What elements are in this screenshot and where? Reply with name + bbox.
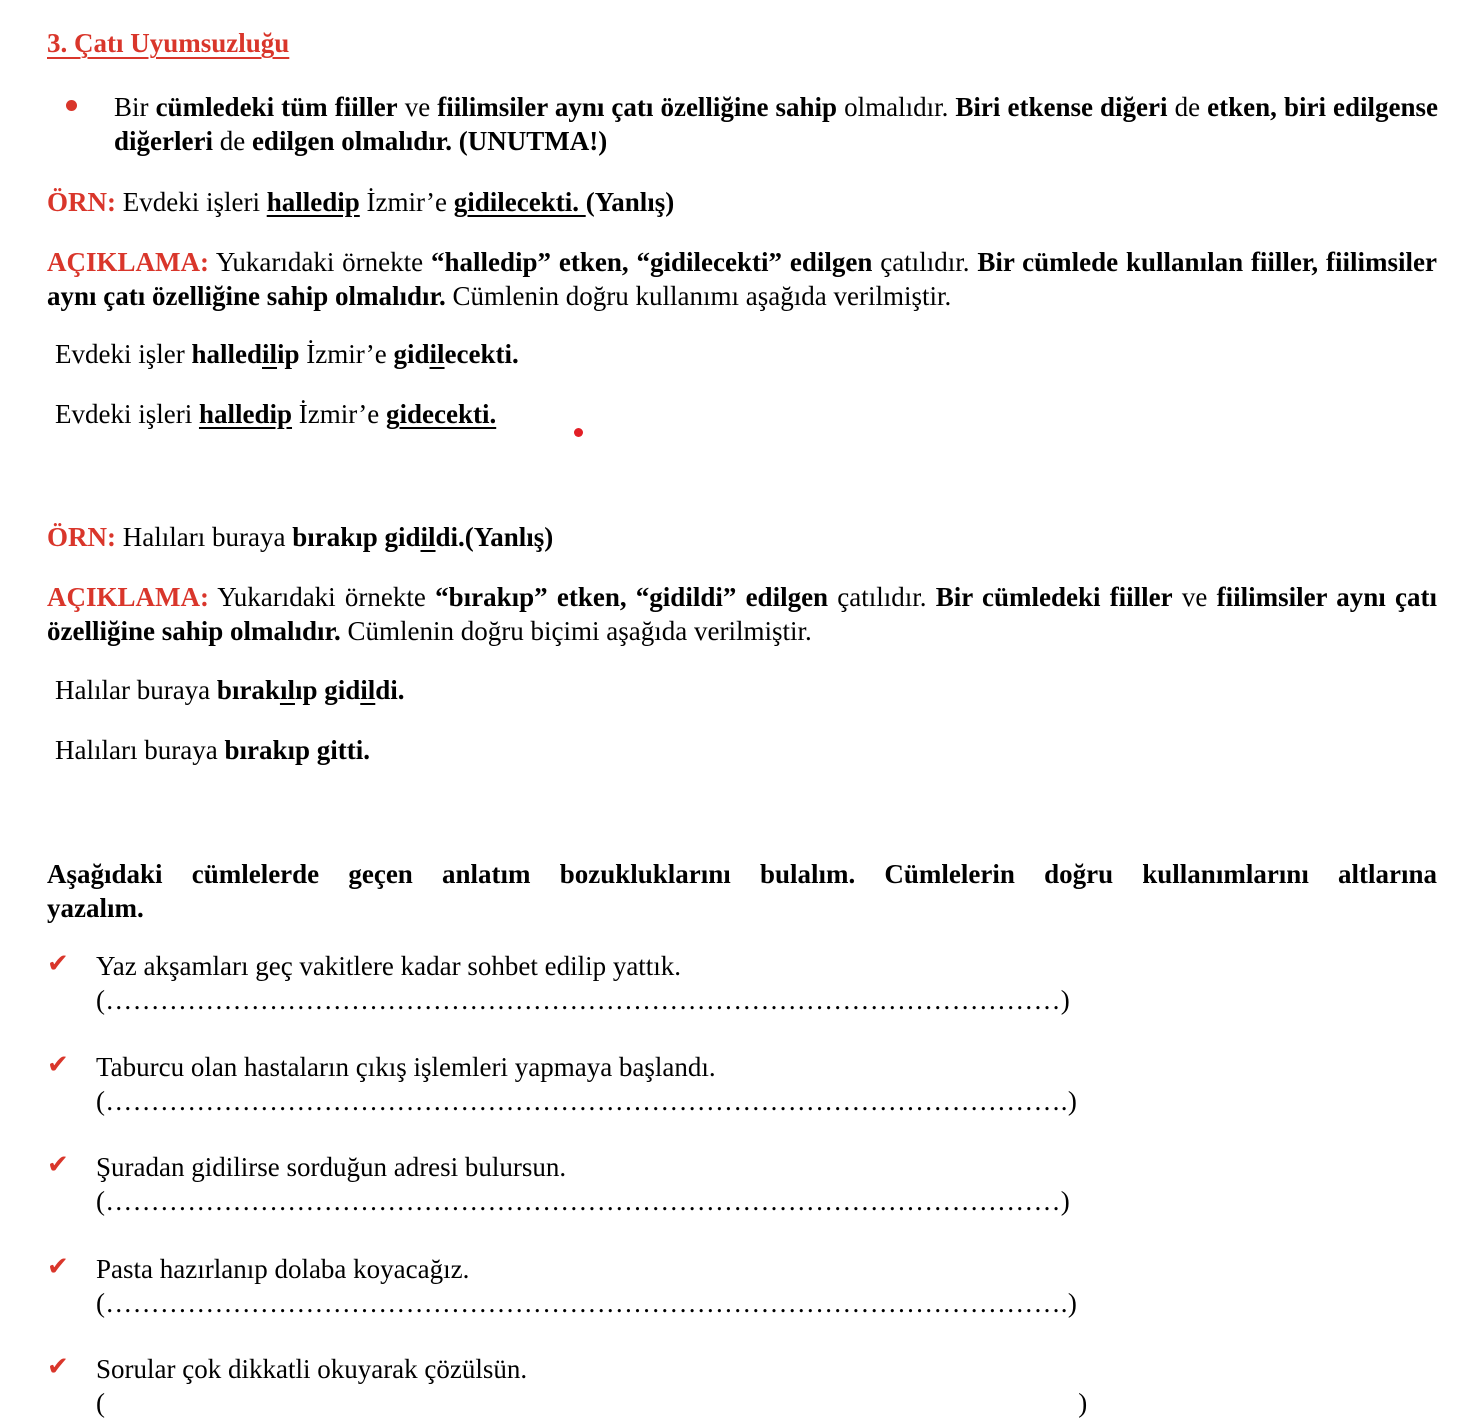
exercise-sentence: Yaz akşamları geç vakitlere kadar sohbet edilip yattık. bbox=[96, 951, 682, 981]
correct-sentence bbox=[55, 675, 405, 706]
underlined-suffix: il bbox=[262, 339, 278, 369]
explanation-bold: Bir cümledeki fiiller bbox=[935, 582, 1173, 612]
bold-word: di.(Yanlış) bbox=[435, 522, 554, 552]
answer-blank[interactable]: (…………………………………………………………………………………………….) bbox=[96, 1288, 1078, 1318]
example-label: ÖRN: bbox=[47, 522, 116, 552]
underlined-suffix: il bbox=[360, 675, 376, 705]
rule-text-segment: de bbox=[212, 126, 252, 156]
sentence-text: Halıları buraya bbox=[55, 735, 225, 765]
underlined-suffix: ıl bbox=[279, 675, 295, 705]
exercise-sentence: Şuradan gidilirse sorduğun adresi bulursun. bbox=[96, 1152, 567, 1182]
red-dot-mark bbox=[574, 428, 583, 437]
rule-bold-segment: cümledeki tüm fiiller bbox=[155, 92, 398, 122]
underlined-word: gidecekti. bbox=[385, 399, 497, 429]
explanation-text: çatılıdır. bbox=[872, 247, 978, 277]
underlined-suffix: il bbox=[420, 522, 436, 552]
underlined-word: halledip bbox=[198, 399, 293, 429]
rule-text-segment: Bir bbox=[114, 92, 156, 122]
explanation-bold: “bırakıp” etken, “gidildi” edilgen bbox=[435, 582, 829, 612]
check-mark-icon: ✔ bbox=[47, 1050, 69, 1080]
example-text: Evdeki işleri bbox=[116, 187, 267, 217]
example-label: ÖRN: bbox=[47, 187, 116, 217]
sentence-text: Evdeki işleri bbox=[55, 399, 199, 429]
check-mark-icon: ✔ bbox=[47, 1150, 69, 1180]
explanation-text: ve bbox=[1172, 582, 1217, 612]
check-mark-icon: ✔ bbox=[47, 1252, 69, 1282]
explanation-text: Yukarıdaki örnekte bbox=[209, 582, 436, 612]
answer-blank[interactable]: ( ) bbox=[96, 1388, 1088, 1418]
exercise-sentence: Taburcu olan hastaların çıkış işlemleri yapmaya başlandı. bbox=[96, 1052, 716, 1082]
bold-word: ecekti. bbox=[444, 339, 519, 369]
rule-text bbox=[114, 90, 1438, 158]
bold-word: halled bbox=[191, 339, 262, 369]
section-title: 3. Çatı Uyumsuzluğu bbox=[47, 28, 290, 58]
answer-blank[interactable]: (…………………………………………………………………………………………….) bbox=[96, 1086, 1078, 1116]
bold-word: bırak bbox=[216, 675, 280, 705]
explanation-bold: “halledip” etken, “gidilecekti” edilgen bbox=[431, 247, 873, 277]
exercise-sentence: Pasta hazırlanıp dolaba koyacağız. bbox=[96, 1254, 470, 1284]
exercise-sentence: Sorular çok dikkatli okuyarak çözülsün. bbox=[96, 1354, 528, 1384]
explanation-text: Cümlenin doğru kullanımı aşağıda verilmiştir. bbox=[445, 281, 952, 311]
rule-text-segment: de bbox=[1167, 92, 1208, 122]
verdict: (Yanlış) bbox=[585, 187, 675, 217]
bold-word: gid bbox=[393, 339, 430, 369]
bullet-icon bbox=[66, 100, 77, 111]
example-2 bbox=[47, 520, 1437, 554]
correct-sentence bbox=[55, 399, 496, 430]
explanation-text: Yukarıdaki örnekte bbox=[209, 247, 432, 277]
bold-word: bırakıp gid bbox=[292, 522, 421, 552]
explanation-bold: Bir cümlede kullanılan fiiller, fiilimsiler aynı çatı özelliğine sahip olmalıdır. bbox=[47, 247, 1438, 311]
rule-bold-segment: etken, biri edilgense diğerleri bbox=[114, 92, 1439, 156]
correct-sentence bbox=[55, 735, 370, 766]
rule-text-segment: ve bbox=[397, 92, 438, 122]
sentence-text: İzmir’e bbox=[299, 339, 394, 369]
explanation-text: Cümlenin doğru biçimi aşağıda verilmiştir. bbox=[340, 616, 812, 646]
bold-word: di. bbox=[375, 675, 405, 705]
explanation-2 bbox=[47, 580, 1437, 648]
bold-word: ip bbox=[277, 339, 300, 369]
explanation-bold: fiilimsiler aynı çatı özelliğine sahip olmalıdır. bbox=[47, 582, 1437, 646]
sentence-text: Halılar buraya bbox=[55, 675, 217, 705]
answer-blank[interactable]: (……………………………………………………………………………………………) bbox=[96, 1186, 1071, 1216]
check-mark-icon: ✔ bbox=[47, 1352, 69, 1382]
example-1 bbox=[47, 185, 1437, 219]
underlined-suffix: il bbox=[429, 339, 445, 369]
example-text: Halıları buraya bbox=[116, 522, 293, 552]
underlined-word: gidilecekti. bbox=[453, 187, 586, 217]
rule-bullet bbox=[66, 90, 1438, 158]
rule-text-segment: olmalıdır. bbox=[837, 92, 956, 122]
bold-word: ıp gid bbox=[294, 675, 361, 705]
explanation-1 bbox=[47, 245, 1437, 313]
check-mark-icon: ✔ bbox=[47, 949, 69, 979]
exercise-instructions: Aşağıdaki cümlelerde geçen anlatım bozukluklarını bulalım. Cümlelerin doğru kullanımlarını altlarına yazalım. bbox=[47, 859, 1437, 923]
rule-bold-segment: Biri etkense diğeri bbox=[955, 92, 1168, 122]
sentence-text: Evdeki işler bbox=[55, 339, 192, 369]
answer-blank[interactable]: (……………………………………………………………………………………………) bbox=[96, 985, 1071, 1015]
example-text: İzmir’e bbox=[359, 187, 454, 217]
rule-bold-segment: edilgen olmalıdır. (UNUTMA!) bbox=[251, 126, 608, 156]
underlined-word: halledip bbox=[266, 187, 360, 217]
bold-word: bırakıp gitti. bbox=[224, 735, 370, 765]
explanation-text: çatılıdır. bbox=[828, 582, 936, 612]
rule-bold-segment: fiilimsiler aynı çatı özelliğine sahip bbox=[437, 92, 838, 122]
explanation-label: AÇIKLAMA: bbox=[47, 582, 209, 612]
correct-sentence bbox=[55, 339, 519, 370]
sentence-text: İzmir’e bbox=[292, 399, 386, 429]
explanation-label: AÇIKLAMA: bbox=[47, 247, 209, 277]
